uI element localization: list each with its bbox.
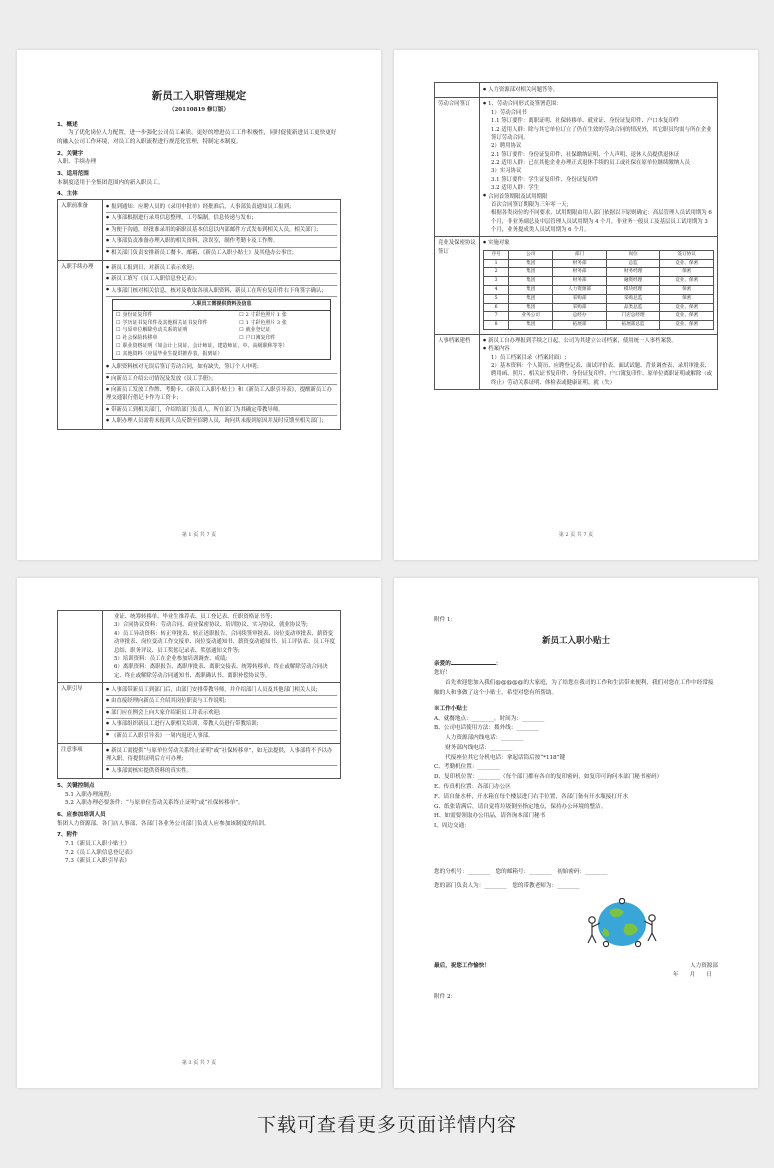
row-label: 入职手续办理 (58, 260, 103, 429)
page-number: 第 2 页 共 7 页 (558, 532, 594, 538)
table-cell: 模块经理 (606, 285, 660, 294)
text-line: 3.2 适用人群：学生 (491, 185, 540, 192)
attachment-item: 7.3《新员工入职引导表》 (65, 858, 130, 865)
text-line: 1）劳动合同书 (491, 109, 527, 116)
doc-item: ☐ 身份证复印件 (116, 312, 239, 320)
hello-text: 您好！ (434, 670, 451, 677)
text-line: 根据各类岗位的不同要求，试用期限由用人部门依据以下原则确定：高层管理人员试用期为 6 个月，非业务副总及中层管理人员试用期为 4 个月，非业务一般员工及基层员工试用期为 3 个月，业务提成类人员试用期为 6 个月。 (491, 210, 712, 233)
procedure-table (434, 82, 718, 390)
section-heading: 7、附件 (57, 832, 78, 839)
text-line: 6）离职资料：离职报告、离职审批表、离职交接表、统筹转移单、终止或解除劳动合同决定、终止或解除劳动合同通知书、离职确认书、离职补偿协议等。 (114, 664, 328, 679)
tip-item: D、复印机位置：________（每个部门都有各自的复印密码，如复印可询问本部门秘书密码） (434, 774, 663, 781)
text-line: 1.2 适用人群：除与其它单位订立了仍在生效的劳动合同的情况外，其它职员均需与所在企业签订劳动合同。 (491, 126, 712, 141)
table-cell: 品类总监 (606, 303, 660, 312)
table-cell: 集团 (509, 285, 553, 294)
training-text: 集团人力资源部、各门店人事部、各部门各业务公司部门负责人应参加该制度的培训。 (57, 820, 270, 827)
scope-text: 本制度适用于全集团范围内的新入职员工。 (57, 179, 164, 186)
text-line: 1）员工档案目录（档案封面）; (491, 354, 567, 361)
required-documents-box (112, 299, 331, 360)
doc-item: ☐ 2 寸彩色照片 1 张 (239, 312, 327, 320)
doc-subtitle: （20110819 修订版） (168, 107, 230, 114)
table-row (484, 259, 714, 268)
col-header: 岗位 (606, 250, 660, 259)
tip-item: F、请自备水杯，开水箱在每个楼层进门右手位置，各部门备有开水瓶接打开水 (434, 793, 629, 800)
doc-item: ☐ 就业登记证 (239, 327, 327, 335)
row-label: 竞业及保密协议签订 (435, 237, 480, 335)
doc-item: ☐ 1 寸彩色照片 3 张 (239, 320, 327, 328)
tip-item: G、纸张请满后，请自觉将垃圾倒至指定地点，保持办公环境的整洁。 (434, 803, 607, 810)
list-item: ● 新员工需提供“与原单位劳动关系终止证明”或“社保转移单”，如无法提供，人事部将不予以办理入职，待提供证明后方可办理; (106, 746, 337, 766)
docs-title: 入职员工需提供资料及信息 (113, 300, 330, 311)
text-line: 2.2 适用人群：已在其他企业办理正式退休手续的员工或社保在原单位继续缴纳人员 (491, 160, 690, 166)
table-cell: 集团 (509, 268, 553, 277)
table-cell: 竞业、保密 (660, 259, 714, 268)
doc-item: ☐ 社会保险转移单 (116, 335, 239, 343)
table-cell: 8 (484, 321, 509, 330)
section-heading: 5、关键控制点 (57, 783, 95, 789)
table-cell: 竞业、保密 (660, 321, 714, 330)
tip-item: 代接座位其它分机电话：拿起话筒后按“*118”键 (434, 754, 566, 761)
doc-item: ☐ 其他资料（应届毕业生提供推荐表，报到证） (116, 351, 327, 359)
page-number: 第 3 页 共 7 页 (181, 1060, 217, 1066)
contact-fields: 您的部门负责人为：________ 您的带教老师为：________ (434, 882, 580, 889)
table-row (484, 294, 714, 303)
list-item: ● 人事部根据进行录用信息整理，工号编制，信息传递与发布； (106, 213, 337, 224)
list-item: ● 新员工填写《员工入职信息登记表》； (106, 274, 337, 285)
doc-title: 新员工入职管理规定 (151, 90, 247, 102)
overview-text: 为了优化岗位人力配置，进一步强化公司员工素质，更好的增进员工工作积极性，同时促使新进员工更快更好的融入公司工作环境，对员工的入职流程进行规范化管理，特制定本制度。 (57, 130, 337, 146)
list-item: ● 向新员工发放工作牌、考勤卡、《新员工入职小贴士》和《新员工入职引导表》，提醒新员工办理交通银行借记卡作为工资卡； (106, 385, 337, 405)
table-row (484, 268, 714, 277)
table-cell: 总经办 (553, 312, 607, 321)
attachment-label: 附件 1： (434, 617, 457, 623)
list-item: ● 档案内容 (483, 345, 714, 353)
document-page-1 (17, 50, 381, 560)
text-line: 4）员工异动资料：转正审批表、转正述职报告、合同续签审批表、岗位变动审批表、薪资变动审批表、岗位变动工作交接单、岗位变动通知书、薪资变动通知书、员工评估表、员工年度总结、职务评议、员工奖惩记录表、奖惩通知文件等; (114, 630, 336, 654)
list-item: ● 为便于沟通，经批准录用的新职员基本信息以内部邮件方式发布到相关人员，相关部门； (106, 225, 337, 236)
list-item: ● 人事部需核实提供资料的真实性。 (106, 766, 337, 776)
extension-fields: 您的分机号：________ 您的邮箱号：________ 初始密码：________ (434, 868, 608, 875)
col-header: 序号 (484, 250, 509, 259)
keywords-text: 入职、手续办理 (57, 159, 97, 166)
text-line: 5.1 入职办理流程; (65, 791, 112, 798)
doc-item: ☐ 与原单位解除劳动关系的证明 (116, 327, 239, 335)
table-cell: 集团 (509, 259, 553, 268)
table-cell: 财务部 (553, 259, 607, 268)
table-cell: 保密 (660, 268, 714, 277)
welcome-text: 首先欢迎您加入我们@@@@@的大家庭，为了给您在我司的工作和生活带来便利，我们对您在工作中经常接触的人和事做了这个小贴士，希望对您有所帮助。 (434, 680, 714, 696)
list-item: ● 带新员工到相关部门，介绍给部门负责人，所在部门为其确定带教导师。 (106, 405, 337, 416)
signature-dept: 人力资源部 (690, 962, 718, 969)
list-item: ● 由直接经理向新员工介绍其岗位职责与工作说明; (106, 696, 337, 707)
row-label: 人事档案建档 (435, 334, 480, 389)
text-line: 业证、统筹转移单、毕业生推荐表、员工登记表、任职资格证书等; (114, 614, 273, 620)
list-item: ● 人事部负责准备办理入职的相关资料，涂误室，制作考勤卡及工作牌。 (106, 236, 337, 247)
tip-item: E、传真机位置：各部门办公区 (434, 784, 511, 791)
table-cell: 7 (484, 312, 509, 321)
table-cell: 拓展部 (553, 321, 607, 330)
closing-text: 最后，祝您工作愉快！ (434, 962, 490, 969)
list-item: ● 新员工自办理报到手续之日起，公司为其建立公司档案，使用统一人事档案袋。 (483, 337, 714, 345)
text-line: 3）合同协议资料：劳动合同、商业保密协议、培训协议、实习协议、就业协议等; (114, 622, 308, 629)
list-item: ● 合同首签期限及试用期限 (483, 193, 714, 201)
table-cell: 保密 (660, 294, 714, 303)
table-row (484, 312, 714, 321)
col-header: 部门 (553, 250, 607, 259)
document-page-3 (17, 578, 381, 1088)
table-cell: 集团 (509, 277, 553, 286)
list-item: ● 向新员工介绍公司情况及发放《员工手册》； (106, 374, 337, 385)
signature-date: 年 月 日 (672, 972, 712, 979)
tip-item: I、周边交通： (434, 823, 470, 830)
table-cell: 人力资源部 (553, 285, 607, 294)
table-cell: 财务经理 (606, 268, 660, 277)
attachment-label: 附件 2： (434, 994, 457, 1001)
list-item: ● 部门应在例会上向大家介绍新员工并表示欢迎; (106, 708, 337, 719)
section-heading: 4、主体 (57, 191, 78, 198)
table-cell: 竞业、保密 (660, 303, 714, 312)
globe-people-icon (582, 898, 662, 950)
table-cell: 竞业、保密 (660, 312, 714, 321)
text-line: 5）培训资料：员工在企业参加培训调查、成绩; (114, 655, 228, 662)
text-line: 3.1 签订要件：学生证复印件、身份证复印件 (491, 176, 599, 183)
list-item: ● 人事部门核对相关信息，核对及收取各项入职资料，新员工在所有复印件右下角签字确认； (106, 286, 337, 297)
text-line: 2.1 签订要件：身份证复印件、社保缴纳证明、个人声明、退休人员提供退休证 (491, 151, 680, 158)
doc-item: ☐ 学历证书复印件及其他相关证书复印件 (116, 320, 239, 328)
page-number: 第 1 页 共 7 页 (181, 532, 217, 538)
table-cell: 2 (484, 268, 509, 277)
tips-title: 新员工入职小贴士 (541, 635, 610, 646)
list-item: ● 人力资源部对相关问题答等。 (483, 85, 714, 95)
tip-item: A、就餐地点：________，时间为：________ (434, 715, 545, 722)
table-cell: 集团 (509, 321, 553, 330)
tip-item: B、公司电话使用方法：拨外线：________ (434, 725, 539, 732)
section-heading: 3、适用范围 (57, 171, 89, 178)
table-cell: 集团 (509, 303, 553, 312)
text-line: 1.1 签订要件：离职证明、社保转移单、就业证、身份证复印件、户口本复印件 (491, 118, 680, 125)
list-item: ● 人职办理人员需将未报到人员反馈至招聘人员，询问其未报到原因并及时反馈至相关部门； (106, 416, 337, 426)
col-header: 公司 (509, 250, 553, 259)
table-header-row (484, 250, 714, 259)
table-row (484, 277, 714, 286)
list-item: ● 相关部门负责安排新员工餐卡、邮箱、《新员工入职小贴士》及其他办公事宜； (106, 248, 337, 258)
table-cell: 财务部 (553, 268, 607, 277)
row-label: 入职引导 (58, 683, 103, 744)
table-cell: 5 (484, 294, 509, 303)
table-cell: 竞业、保密 (660, 277, 714, 286)
section-heading: 2、关键字 (57, 150, 84, 157)
table-row (484, 321, 714, 330)
list-item: ● 入职资料核对无误后签订劳动合同，如有缺失，签订个人申明； (106, 362, 337, 373)
list-item: ● 人事部带新员工到部门后，由部门安排带教导师，并介绍部门人员及其他部门相关人员; (106, 685, 337, 696)
row-label: 劳动合同签订 (435, 98, 480, 237)
table-cell: 门店总经理 (606, 312, 660, 321)
table-cell: 1 (484, 259, 509, 268)
procedure-table (57, 199, 341, 430)
doc-item: ☐ 职业资格证明（如会计上岗证，会计师证，建造师证，中、高级职称等等） (116, 343, 327, 351)
list-item: ● 1、劳动合同形式及签署范围： (483, 100, 714, 108)
confidentiality-table (483, 250, 714, 330)
list-item: ● 报到通知：应聘人员的《录用申批单》经批准后，人事部负责通知员工报到； (106, 202, 337, 213)
table-row (484, 285, 714, 294)
table-row (484, 303, 714, 312)
attachment-item: 7.2《员工入职信息登记表》 (65, 849, 136, 856)
attachment-item: 7.1《新员工入职小贴士》 (65, 840, 130, 847)
tips-heading: ※工作小贴士 (434, 705, 468, 712)
table-cell: 采购总监 (606, 294, 660, 303)
document-page-2 (394, 50, 758, 560)
row-label: 入职前准备 (58, 200, 103, 261)
col-header: 签订协议 (660, 250, 714, 259)
list-item: ● 《新员工入职引导表》一周内返还人事部。 (106, 731, 337, 741)
table-cell: 总监 (606, 259, 660, 268)
table-cell: 采购部 (553, 303, 607, 312)
tip-item: C、考勤机位置：________ (434, 764, 500, 771)
text-line: 3）实习协议 (491, 168, 522, 175)
row-label: 注意事项 (58, 743, 103, 778)
table-cell: 6 (484, 303, 509, 312)
text-line: 2）聘用协议 (491, 143, 522, 150)
tip-item: H、如需要领取办公用品，请咨询本部门秘书 (434, 813, 546, 820)
section-heading: 1、概述 (57, 121, 78, 128)
text-line: 2）基本资料：个人简历、应聘登记表、面试评价表、面试试题、背景调查表、录用审批表、聘用函、照片、相关证书复印件、身份证复印件、户口簿复印件、原单位离职证明或解除（或终止）劳动关系证明、体检表或健康证明、就（失） (491, 363, 713, 386)
text-line: 首次合同签订期限为三年零一天； (491, 201, 572, 208)
table-cell: 3 (484, 277, 509, 286)
tip-item: 人力资源部内线电话：________ (434, 735, 524, 742)
document-page-4 (394, 578, 758, 1088)
table-cell: 拓展部总监 (606, 321, 660, 330)
table-cell: 采购部 (553, 294, 607, 303)
doc-item: ☐ 户口簿复印件 (239, 335, 327, 343)
table-cell: 融资经理 (606, 277, 660, 286)
download-caption: 下载可查看更多页面详情内容 (256, 1114, 517, 1136)
section-heading: 6、应参加培训人员 (57, 811, 106, 818)
list-item: ● 实施对象 (483, 239, 714, 247)
text-line: 5.2 入职办理必要条件：“与原单位劳动关系终止证明”或“社保转移单”。 (65, 800, 244, 807)
list-item: ● 人事部组织新员工进行入职相关培训，带教人员进行带教培训; (106, 719, 337, 730)
greeting: 亲爱的 ： (434, 660, 502, 667)
table-cell: 财务部 (553, 277, 607, 286)
list-item: ● 新员工报到日，对新员工表示欢迎； (106, 263, 337, 274)
table-cell: 4 (484, 285, 509, 294)
procedure-table (57, 610, 341, 779)
table-cell: 保密 (660, 285, 714, 294)
table-cell: 业务公司 (509, 312, 553, 321)
table-cell: 集团 (509, 294, 553, 303)
tip-item: 财务部内线电话：________ (434, 744, 513, 751)
